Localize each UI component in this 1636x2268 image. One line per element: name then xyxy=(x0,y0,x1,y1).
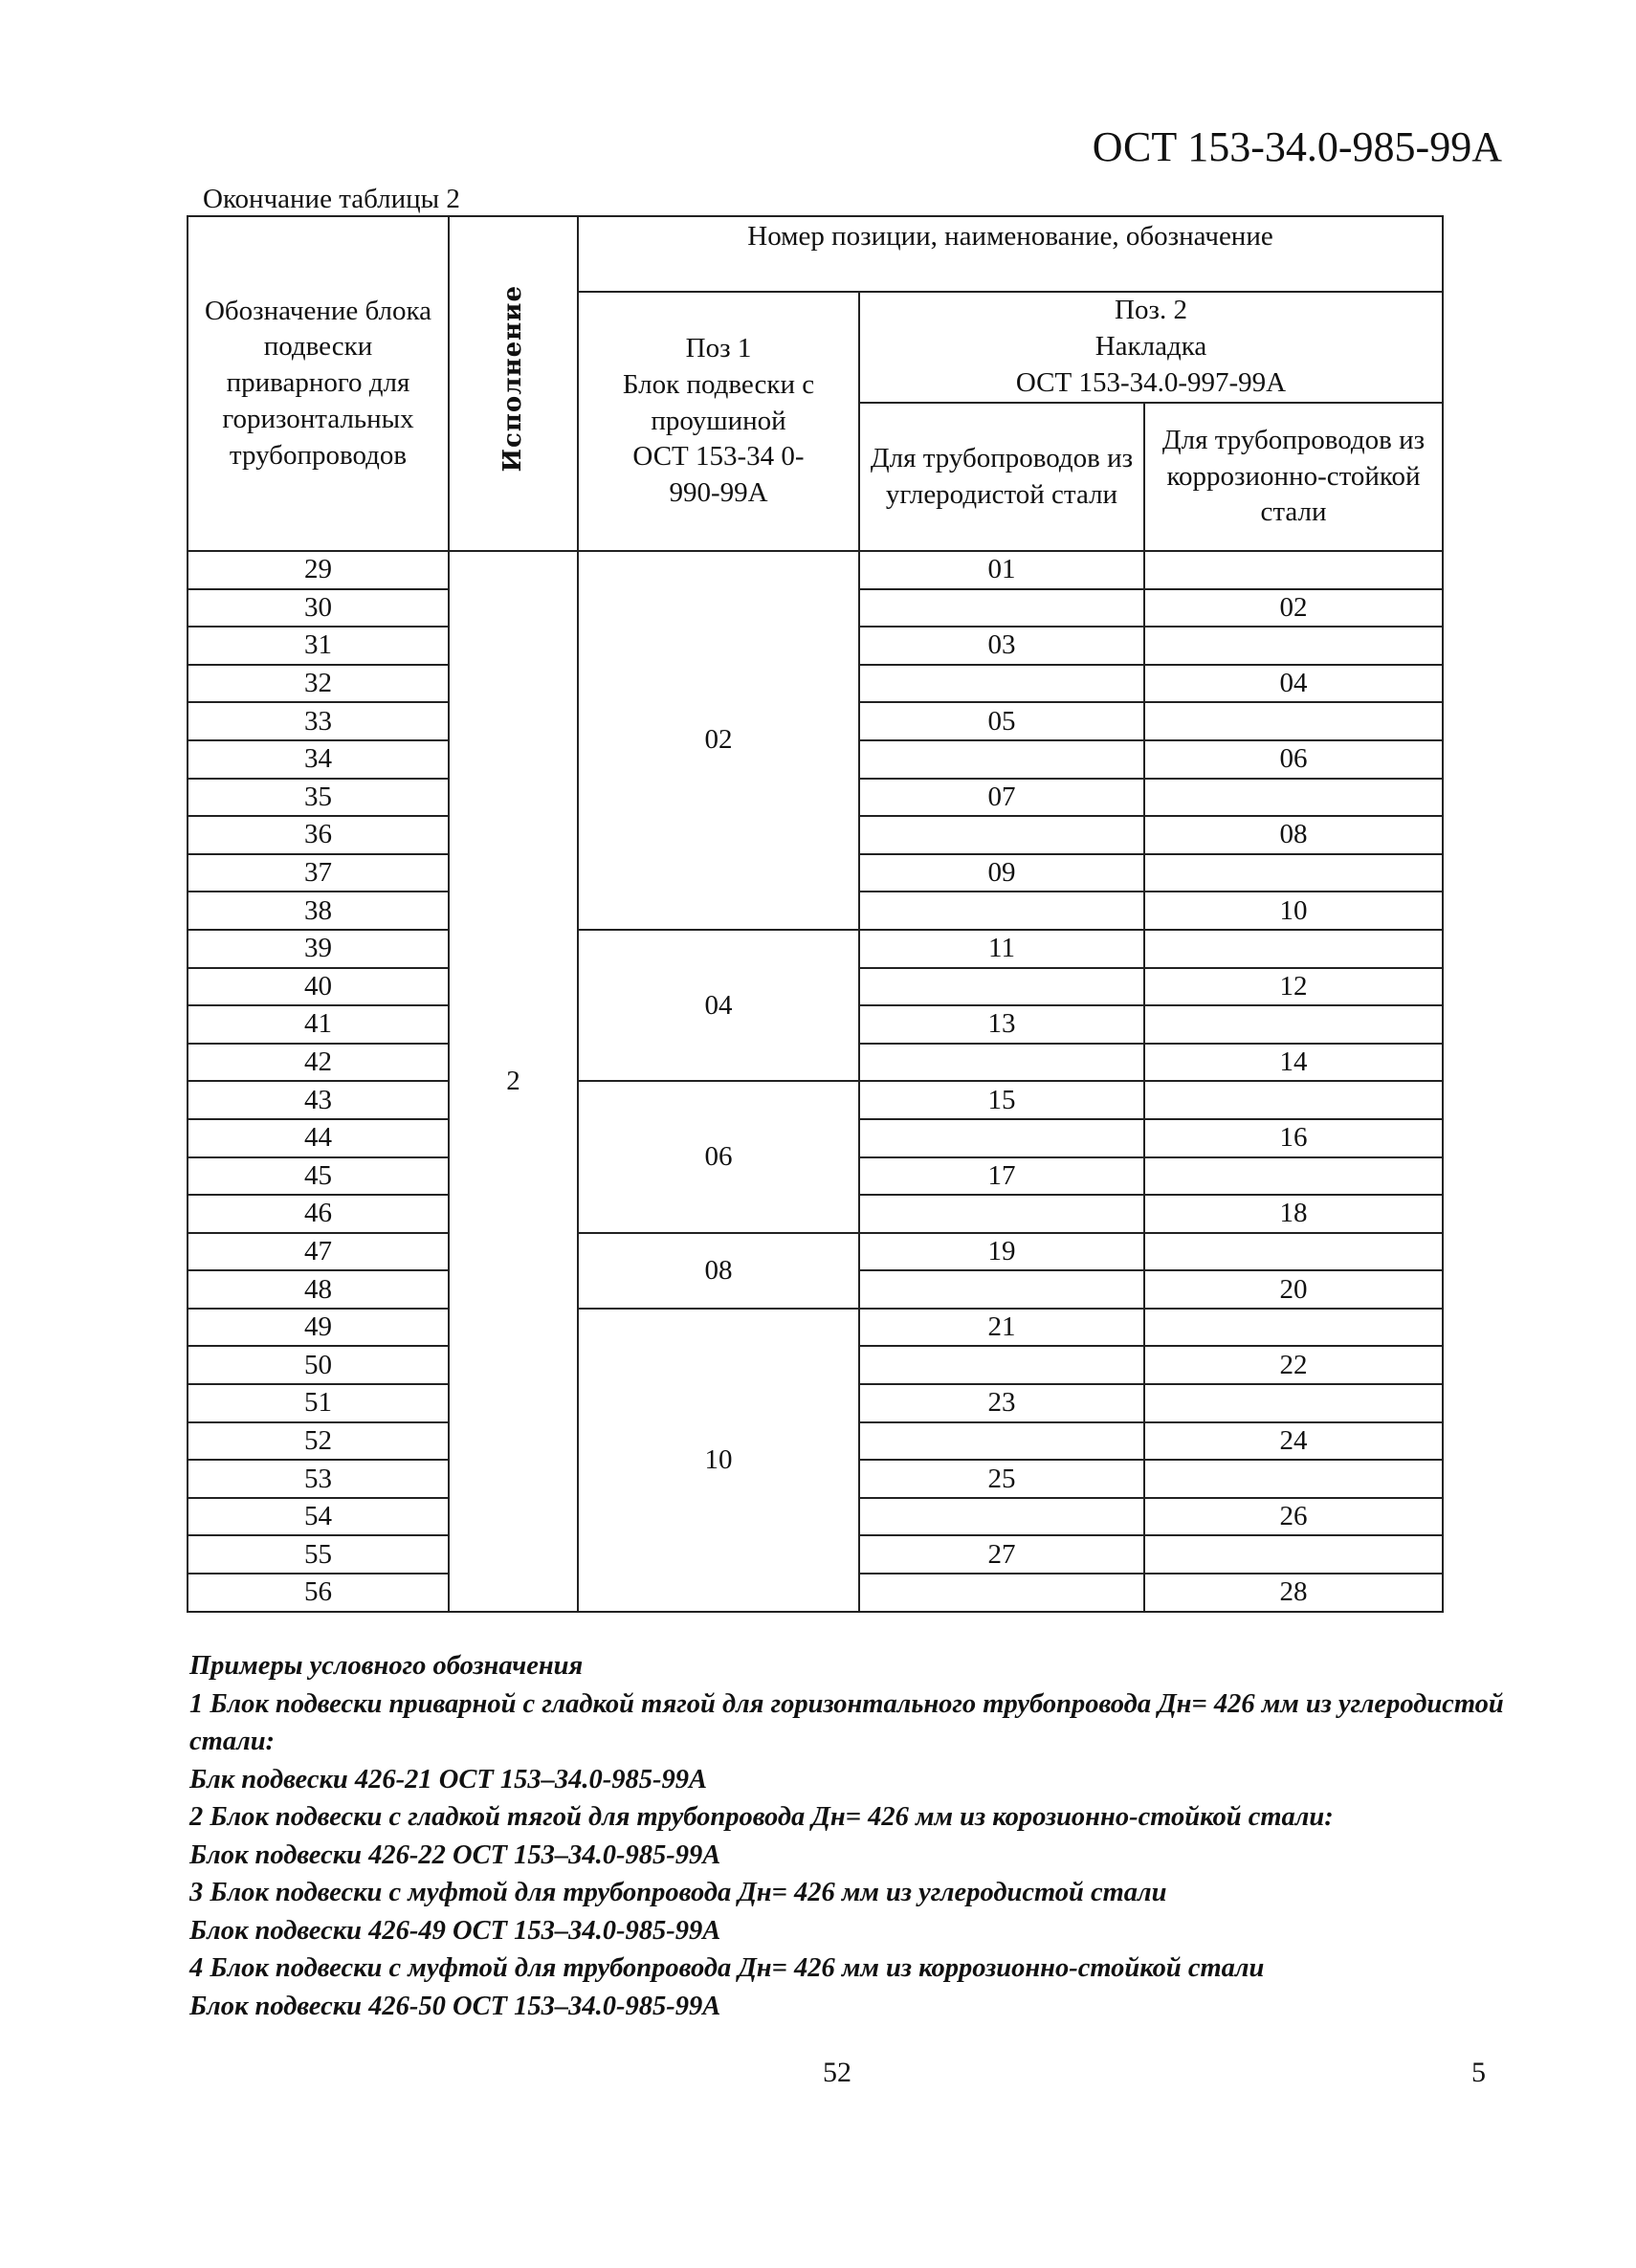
cell-designation: 41 xyxy=(188,1005,449,1044)
cell-stainless: 14 xyxy=(1144,1044,1443,1082)
cell-designation: 38 xyxy=(188,892,449,930)
cell-designation: 32 xyxy=(188,665,449,703)
cell-stainless xyxy=(1144,1233,1443,1271)
pos2-name: Накладка xyxy=(1094,331,1207,363)
examples-section xyxy=(189,1647,1510,2025)
cell-designation: 52 xyxy=(188,1422,449,1461)
cell-designation: 47 xyxy=(188,1233,449,1271)
cell-stainless xyxy=(1144,551,1443,589)
example-line: 2 Блок подвески с гладкой тягой для трубопровода Дн= 426 мм из корозионно-стойкой стали: xyxy=(189,1802,1334,1832)
example-line: 3 Блок подвески с муфтой для трубопровода Дн= 426 мм из углеродистой стали xyxy=(189,1878,1167,1907)
cell-stainless xyxy=(1144,702,1443,740)
page-number: 52 xyxy=(823,2057,851,2088)
cell-carbon xyxy=(859,1270,1144,1309)
cell-carbon: 03 xyxy=(859,627,1144,665)
cell-stainless: 26 xyxy=(1144,1498,1443,1536)
cell-designation: 35 xyxy=(188,779,449,817)
cell-designation: 33 xyxy=(188,702,449,740)
pos1-label: Поз 1 xyxy=(685,333,752,364)
cell-stainless xyxy=(1144,1535,1443,1574)
table-row xyxy=(188,1233,1443,1271)
header-carbon: Для трубопроводов из углеродистой стали xyxy=(859,403,1144,551)
cell-carbon: 27 xyxy=(859,1535,1144,1574)
header-pos2 xyxy=(859,292,1443,403)
cell-designation: 46 xyxy=(188,1195,449,1233)
cell-designation: 55 xyxy=(188,1535,449,1574)
cell-stainless: 06 xyxy=(1144,740,1443,779)
cell-designation: 54 xyxy=(188,1498,449,1536)
cell-carbon xyxy=(859,816,1144,854)
cell-carbon: 17 xyxy=(859,1157,1144,1196)
example-line: Блк подвески 426-21 ОСТ 153–34.0-985-99А xyxy=(189,1764,707,1795)
cell-pos1: 04 xyxy=(578,930,859,1081)
cell-designation: 50 xyxy=(188,1346,449,1384)
cell-carbon xyxy=(859,1422,1144,1461)
header-execution-label: Исполнение xyxy=(497,284,527,473)
pos1-name: Блок подвески с проушиной xyxy=(622,368,815,436)
cell-pos1: 06 xyxy=(578,1081,859,1232)
cell-designation: 31 xyxy=(188,627,449,665)
pos2-label: Поз. 2 xyxy=(1115,295,1187,326)
example-line: 1 Блок подвески приварной с гладкой тягой для горизонтального трубопровода Дн= 426 мм из углеродистой стали: xyxy=(189,1688,1504,1756)
cell-stainless: 12 xyxy=(1144,968,1443,1006)
cell-carbon xyxy=(859,892,1144,930)
cell-designation: 49 xyxy=(188,1309,449,1347)
table-row xyxy=(188,930,1443,968)
cell-stainless xyxy=(1144,854,1443,892)
example-line: Блок подвески 426-22 ОСТ 153–34.0-985-99А xyxy=(189,1839,721,1870)
cell-carbon: 21 xyxy=(859,1309,1144,1347)
cell-carbon: 05 xyxy=(859,702,1144,740)
specification-table xyxy=(187,215,1444,1613)
cell-carbon xyxy=(859,968,1144,1006)
header-stainless: Для трубопроводов из коррозионно-стойкой стали xyxy=(1144,403,1443,551)
header-group: Номер позиции, наименование, обозначение xyxy=(578,216,1443,292)
cell-designation: 37 xyxy=(188,854,449,892)
examples-title: Примеры условного обозначения xyxy=(189,1651,584,1681)
cell-stainless xyxy=(1144,1157,1443,1196)
cell-stainless xyxy=(1144,1460,1443,1498)
cell-stainless: 08 xyxy=(1144,816,1443,854)
cell-stainless: 02 xyxy=(1144,589,1443,628)
cell-stainless: 10 xyxy=(1144,892,1443,930)
header-execution xyxy=(449,216,578,551)
cell-stainless xyxy=(1144,627,1443,665)
cell-designation: 36 xyxy=(188,816,449,854)
pos1-code: ОСТ 153-34 0-990-99А xyxy=(632,441,805,509)
cell-stainless: 22 xyxy=(1144,1346,1443,1384)
cell-carbon: 23 xyxy=(859,1384,1144,1422)
example-line: Блок подвески 426-49 ОСТ 153–34.0-985-99А xyxy=(189,1915,721,1946)
header-pos1 xyxy=(578,292,859,551)
cell-designation: 44 xyxy=(188,1119,449,1157)
cell-designation: 48 xyxy=(188,1270,449,1309)
table-row xyxy=(188,551,1443,589)
cell-carbon xyxy=(859,1346,1144,1384)
cell-stainless: 16 xyxy=(1144,1119,1443,1157)
cell-stainless: 20 xyxy=(1144,1270,1443,1309)
cell-stainless: 28 xyxy=(1144,1574,1443,1612)
cell-carbon: 09 xyxy=(859,854,1144,892)
cell-designation: 42 xyxy=(188,1044,449,1082)
pos2-code: ОСТ 153-34.0-997-99А xyxy=(1015,366,1287,398)
cell-carbon: 19 xyxy=(859,1233,1144,1271)
cell-designation: 34 xyxy=(188,740,449,779)
cell-carbon: 13 xyxy=(859,1005,1144,1044)
cell-designation: 56 xyxy=(188,1574,449,1612)
cell-stainless: 18 xyxy=(1144,1195,1443,1233)
cell-carbon xyxy=(859,1195,1144,1233)
cell-designation: 45 xyxy=(188,1157,449,1196)
cell-designation: 30 xyxy=(188,589,449,628)
cell-carbon: 11 xyxy=(859,930,1144,968)
cell-carbon xyxy=(859,1044,1144,1082)
cell-stainless: 04 xyxy=(1144,665,1443,703)
cell-stainless: 24 xyxy=(1144,1422,1443,1461)
cell-stainless xyxy=(1144,1005,1443,1044)
table-row xyxy=(188,1081,1443,1119)
header-designation: Обозначение блока подвески приварного для горизонтальных трубопроводов xyxy=(188,216,449,551)
cell-pos1: 08 xyxy=(578,1233,859,1309)
example-line: Блок подвески 426-50 ОСТ 153–34.0-985-99А xyxy=(189,1991,721,2021)
cell-stainless xyxy=(1144,930,1443,968)
table-caption: Окончание таблицы 2 xyxy=(203,184,460,214)
cell-stainless xyxy=(1144,1309,1443,1347)
cell-designation: 39 xyxy=(188,930,449,968)
cell-designation: 40 xyxy=(188,968,449,1006)
cell-designation: 43 xyxy=(188,1081,449,1119)
cell-stainless xyxy=(1144,779,1443,817)
cell-execution: 2 xyxy=(449,551,578,1612)
cell-stainless xyxy=(1144,1081,1443,1119)
cell-carbon xyxy=(859,665,1144,703)
cell-carbon: 15 xyxy=(859,1081,1144,1119)
example-line: 4 Блок подвески с муфтой для трубопровода Дн= 426 мм из коррозионно-стойкой стали xyxy=(189,1953,1265,1983)
cell-carbon: 25 xyxy=(859,1460,1144,1498)
cell-designation: 51 xyxy=(188,1384,449,1422)
cell-carbon xyxy=(859,1119,1144,1157)
cell-pos1: 02 xyxy=(578,551,859,930)
cell-stainless xyxy=(1144,1384,1443,1422)
cell-designation: 53 xyxy=(188,1460,449,1498)
cell-designation: 29 xyxy=(188,551,449,589)
cell-pos1: 10 xyxy=(578,1309,859,1612)
cell-carbon: 07 xyxy=(859,779,1144,817)
cell-carbon: 01 xyxy=(859,551,1144,589)
cell-carbon xyxy=(859,589,1144,628)
table-row xyxy=(188,1309,1443,1347)
cell-carbon xyxy=(859,1574,1144,1612)
page-number-alt: 5 xyxy=(1471,2057,1486,2088)
cell-carbon xyxy=(859,1498,1144,1536)
cell-carbon xyxy=(859,740,1144,779)
document-code: ОСТ 153-34.0-985-99А xyxy=(1092,123,1502,170)
